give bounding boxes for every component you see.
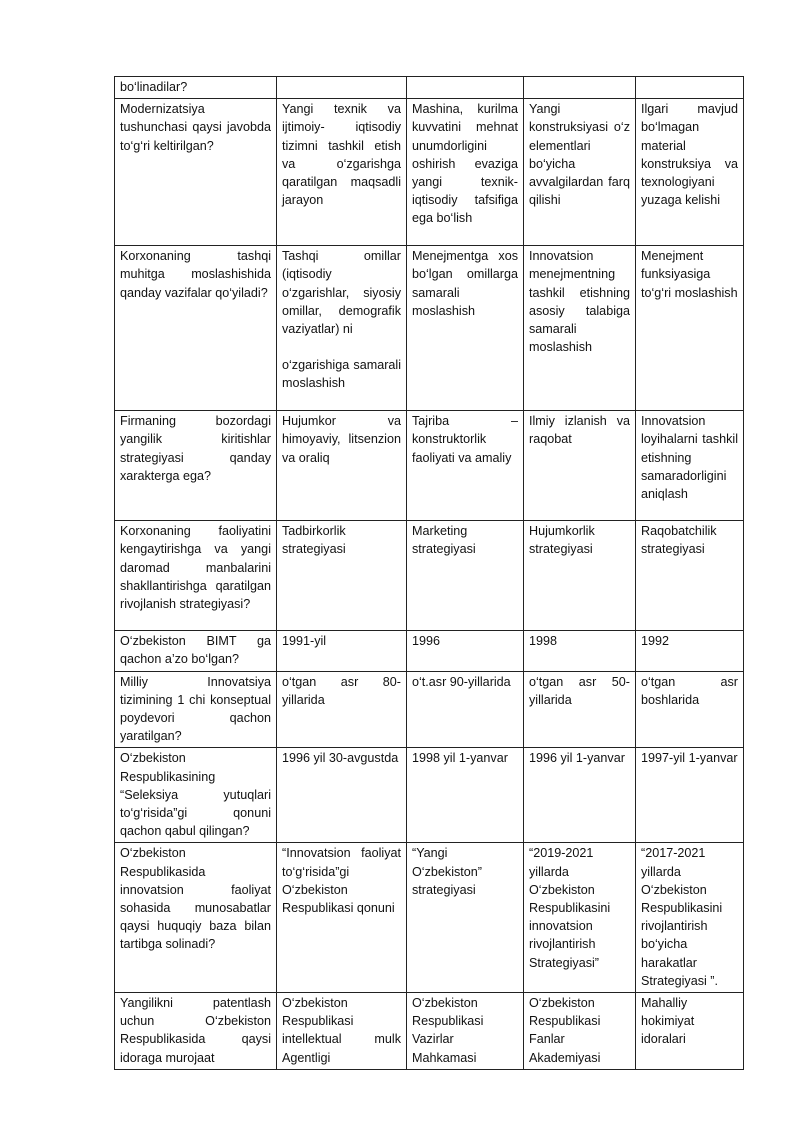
answer-cell-b: 1996 bbox=[407, 631, 524, 671]
answer-cell-b: o‘t.asr 90-yillarida bbox=[407, 671, 524, 748]
answer-cell-a bbox=[277, 246, 407, 411]
answer-cell-a: O‘zbekiston Respublikasi intellektual mulk Agentligi bbox=[277, 993, 407, 1070]
answer-cell-a: 1996 yil 30-avgustda bbox=[277, 748, 407, 843]
answer-cell-c: Innovatsion menejmentning tashkil etishning asosiy talabiga samarali moslashish bbox=[524, 246, 636, 411]
answer-cell-b bbox=[407, 77, 524, 99]
answer-cell-c: Yangi konstruksiyasi o‘z elementlari bo‘yicha avvalgilardan farq qilishi bbox=[524, 99, 636, 246]
answer-cell-d: Raqobatchilik strategiyasi bbox=[636, 521, 744, 631]
answer-cell-d: 1997-yil 1-yanvar bbox=[636, 748, 744, 843]
answer-cell-d: o‘tgan asr boshlarida bbox=[636, 671, 744, 748]
table-row bbox=[115, 993, 744, 1070]
answer-cell-c: 1998 bbox=[524, 631, 636, 671]
answer-cell-c: o‘tgan asr 50-yillarida bbox=[524, 671, 636, 748]
blank-line bbox=[282, 338, 401, 356]
answer-cell-b: “Yangi O‘zbekiston” strategiyasi bbox=[407, 843, 524, 993]
answer-cell-c: “2019-2021 yillarda O‘zbekiston Respublikasini innovatsion rivojlantirish Strategiyasi” bbox=[524, 843, 636, 993]
answer-cell-a: Hujumkor va himoyaviy, litsenzion va oraliq bbox=[277, 411, 407, 521]
quiz-table bbox=[114, 76, 744, 1070]
table-row bbox=[115, 748, 744, 843]
question-cell: Korxonaning tashqi muhitga moslashishida qanday vazifalar qo‘yiladi? bbox=[115, 246, 277, 411]
question-cell: O‘zbekiston Respublikasining “Seleksiya yutuqlari to‘g‘risida”gi qonuni qachon qabul qilingan? bbox=[115, 748, 277, 843]
table-row bbox=[115, 671, 744, 748]
answer-cell-a: o‘tgan asr 80-yillarida bbox=[277, 671, 407, 748]
answer-cell-d: Innovatsion loyihalarni tashkil etishning samaradorligini aniqlash bbox=[636, 411, 744, 521]
answer-cell-c bbox=[524, 77, 636, 99]
answer-cell-c: Ilmiy izlanish va raqobat bbox=[524, 411, 636, 521]
table-row bbox=[115, 843, 744, 993]
answer-text: Tashqi omillar (iqtisodiy o‘zgarishlar, siyosiy omillar, demografik vaziyatlar) ni bbox=[282, 249, 401, 337]
table-row bbox=[115, 631, 744, 671]
answer-cell-a: Tadbirkorlik strategiyasi bbox=[277, 521, 407, 631]
answer-cell-b: 1998 yil 1-yanvar bbox=[407, 748, 524, 843]
question-cell: Modernizatsiya tushunchasi qaysi javobda to‘g‘ri keltirilgan? bbox=[115, 99, 277, 246]
table-row bbox=[115, 77, 744, 99]
answer-cell-d: 1992 bbox=[636, 631, 744, 671]
question-cell: Yangilikni patentlash uchun O‘zbekiston Respublikasida qaysi idoraga murojaat bbox=[115, 993, 277, 1070]
answer-cell-b: Mashina, kurilma kuvvatini mehnat unumdorligini oshirish evaziga yangi texnik-iqtisodiy tafsifiga ega bo‘lish bbox=[407, 99, 524, 246]
answer-cell-a: “Innovatsion faoliyat to‘g‘risida”gi O‘zbekiston Respublikasi qonuni bbox=[277, 843, 407, 993]
answer-text-continued: o‘zgarishiga samarali moslashish bbox=[282, 358, 401, 391]
answer-cell-a bbox=[277, 77, 407, 99]
answer-cell-a: 1991-yil bbox=[277, 631, 407, 671]
answer-cell-d: Ilgari mavjud bo‘lmagan material konstruksiya va texnologiyani yuzaga kelishi bbox=[636, 99, 744, 246]
answer-cell-c: Hujumkorlik strategiyasi bbox=[524, 521, 636, 631]
question-cell: O‘zbekiston Respublikasida innovatsion faoliyat sohasida munosabatlar qaysi huquqiy baza bilan tartibga solinadi? bbox=[115, 843, 277, 993]
table-row bbox=[115, 99, 744, 246]
answer-cell-b: Menejmentga xos bo‘lgan omillarga samarali moslashish bbox=[407, 246, 524, 411]
question-cell: Firmaning bozordagi yangilik kiritishlar strategiyasi qanday xarakterga ega? bbox=[115, 411, 277, 521]
answer-cell-b: Tajriba – konstruktorlik faoliyati va amaliy bbox=[407, 411, 524, 521]
answer-cell-d: Menejment funksiyasiga to‘g‘ri moslashish bbox=[636, 246, 744, 411]
answer-cell-a: Yangi texnik va ijtimoiy- iqtisodiy tizimni tashkil etish va o‘zgarishga qaratilgan maqsadli jarayon bbox=[277, 99, 407, 246]
answer-cell-b: Marketing strategiyasi bbox=[407, 521, 524, 631]
answer-cell-d bbox=[636, 77, 744, 99]
answer-cell-b: O‘zbekiston Respublikasi Vazirlar Mahkamasi bbox=[407, 993, 524, 1070]
question-cell: O‘zbekiston BIMT ga qachon a’zo bo‘lgan? bbox=[115, 631, 277, 671]
answer-cell-d: “2017-2021 yillarda O‘zbekiston Respublikasini rivojlantirish bo‘yicha harakatlar Strategiyasi ”. bbox=[636, 843, 744, 993]
question-cell: Korxonaning faoliyatini kengaytirishga va yangi daromad manbalarini shakllantirishga qaratilgan rivojlanish strategiyasi? bbox=[115, 521, 277, 631]
table-row bbox=[115, 411, 744, 521]
answer-cell-d: Mahalliy hokimiyat idoralari bbox=[636, 993, 744, 1070]
table-row bbox=[115, 246, 744, 411]
answer-cell-c: O‘zbekiston Respublikasi Fanlar Akademiyasi bbox=[524, 993, 636, 1070]
question-cell: Milliy Innovatsiya tizimining 1 chi konseptual poydevori qachon yaratilgan? bbox=[115, 671, 277, 748]
table-row bbox=[115, 521, 744, 631]
question-cell: bo‘linadilar? bbox=[115, 77, 277, 99]
answer-cell-c: 1996 yil 1-yanvar bbox=[524, 748, 636, 843]
